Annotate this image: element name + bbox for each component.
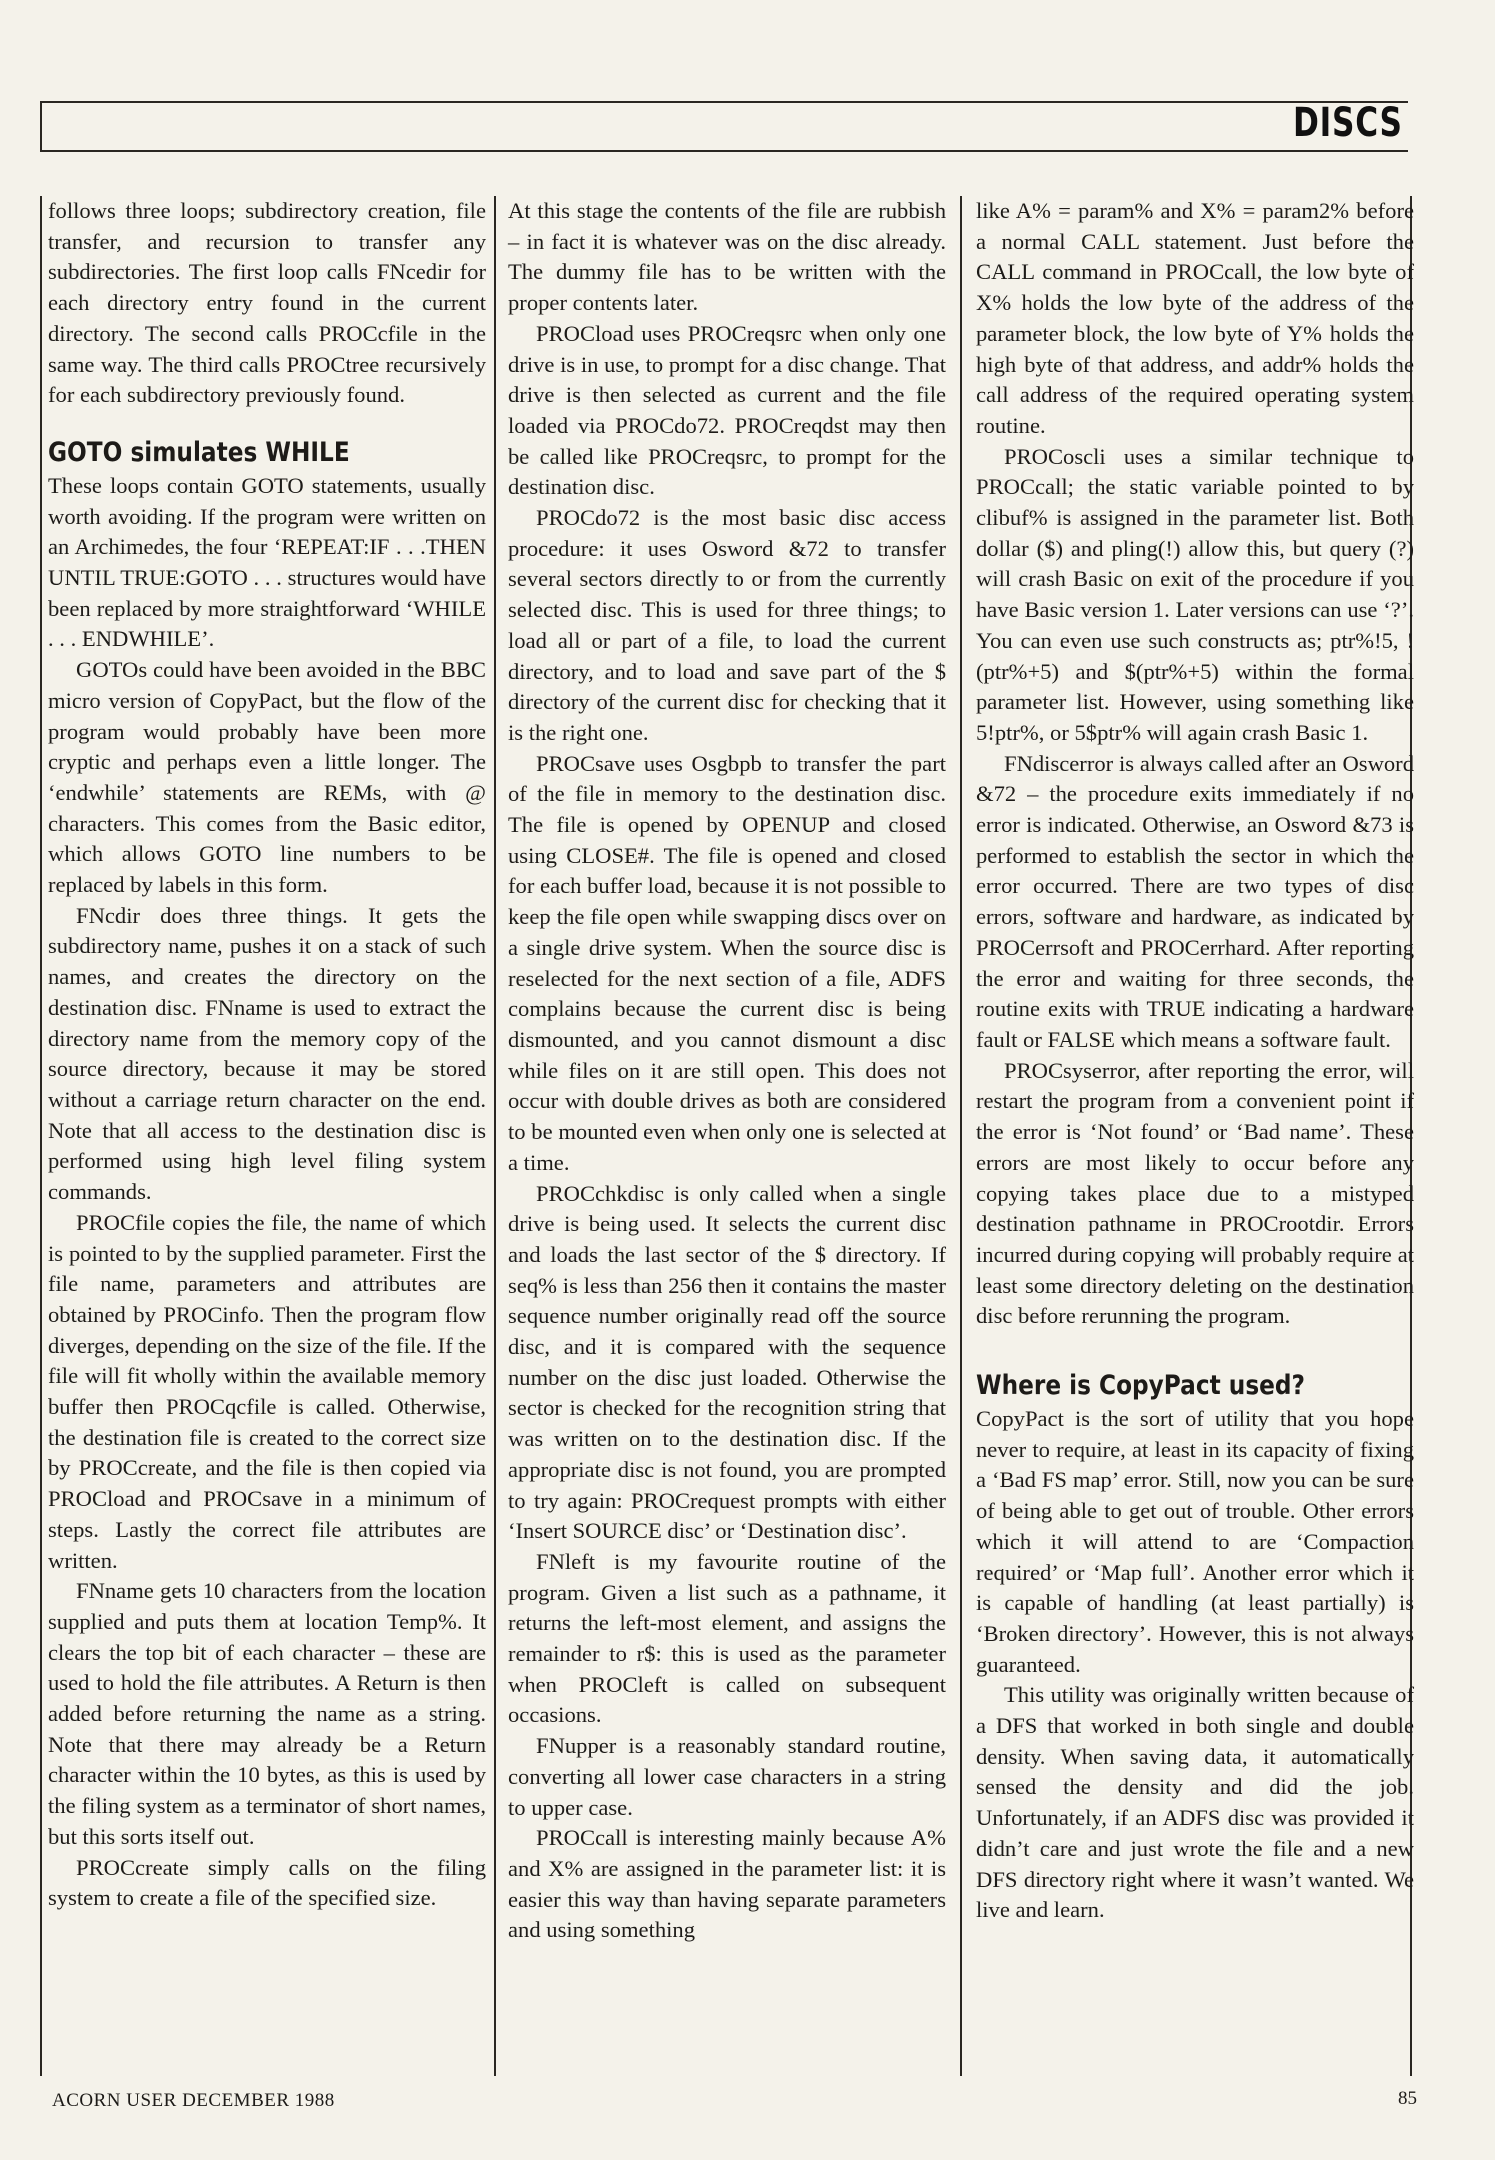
subheading: GOTO simulates WHILE [48, 436, 350, 468]
paragraph: FNname gets 10 characters from the location supplied and puts them at location Temp%. It clears the top bit of each character – these are used to hold the file attributes. A Return is then added before returning the name as a string. Note that there may already be a Return character within the 10 bytes, as this is used by the filing system as a terminator of short names, but this sorts itself out. [48, 1578, 486, 1849]
paragraph: PROCload uses PROCreqsrc when only one drive is in use, to prompt for a disc change. That drive is then selected as current and the file loaded via PROCdo72. PROCreqdst may then be called like PROCreqsrc, to prompt for the destination disc. [508, 320, 946, 500]
publication-footer: ACORN USER DECEMBER 1988 [52, 2090, 335, 2111]
paragraph: PROCsave uses Osgbpb to transfer the part of the file in memory to the destination disc. The file is opened by OPENUP and closed using CLOSE#. The file is opened and closed for each buffer load, because it is not possible to keep the file open while swapping discs over on a single drive system. When the source disc is reselected for the next section of a file, ADFS complains because the current disc is being dismounted, and you cannot dismount a disc while files on it are still open. This does not occur with double drives as both are considered to be mounted even when only one is selected at a time. [508, 750, 946, 1175]
paragraph: FNupper is a reasonably standard routine, converting all lower case characters in a string to upper case. [508, 1733, 946, 1820]
column-3 [976, 196, 1414, 2066]
paragraph: like A% = param% and X% = param2% before a normal CALL statement. Just before the CALL command in PROCcall, the low byte of X% holds the low byte of the address of the parameter block, the low byte of Y% holds the high byte of that address, and addr% holds the call address of the required operating system routine. [976, 198, 1414, 438]
paragraph: FNcdir does three things. It gets the subdirectory name, pushes it on a stack of such names, and creates the directory on the destination disc. FNname is used to extract the directory name from the memory copy of the source directory, because it may be stored without a carriage return character on the end. Note that all access to the destination disc is performed using high level filing system commands. [48, 902, 486, 1205]
subheading: Where is CopyPact used? [976, 1370, 1306, 1402]
paragraph: At this stage the contents of the file are rubbish – in fact it is whatever was on the disc already. The dummy file has to be written with the proper contents later. [508, 198, 946, 316]
paragraph: FNdiscerror is always called after an Osword &72 – the procedure exits immediately if no error is indicated. Otherwise, an Osword &73 is performed to establish the sector in which the error occurred. There are two types of disc errors, software and hardware, as indicated by PROCerrsoft and PROCerrhard. After reporting the error and waiting for three seconds, the routine exits with TRUE indicating a hardware fault or FALSE which means a software fault. [976, 750, 1414, 1052]
paragraph: PROCdo72 is the most basic disc access procedure: it uses Osword &72 to transfer several sectors directly to or from the currently selected disc. This is used for three things; to load all or part of a file, to load the current directory, and to load and save part of the $ directory of the current disc for checking that it is the right one. [508, 505, 946, 745]
header-left-bar [40, 101, 42, 152]
paragraph: PROCoscli uses a similar technique to PROCcall; the static variable pointed to by clibuf% is assigned in the parameter list. Both dollar ($) and pling(!) allow this, but query (?) will crash Basic on exit of the procedure if you have Basic version 1. Later versions can use ‘?’. You can even use such constructs as; ptr%!5, !(ptr%+5) and $(ptr%+5) within the formal parameter list. However, using something like 5!ptr%, or 5$ptr% will again crash Basic 1. [976, 443, 1414, 745]
column-2 [508, 196, 946, 2066]
paragraph: This utility was originally written because of a DFS that worked in both single and double density. When saving data, it automatically sensed the density and did the job. Unfortunately, if an ADFS disc was provided it didn’t care and just wrote the file and a new DFS directory right where it wasn’t wanted. We live and learn. [976, 1682, 1414, 1923]
column-rule [40, 196, 42, 2076]
paragraph: PROCfile copies the file, the name of which is pointed to by the supplied parameter. First the file name, parameters and attributes are obtained by PROCinfo. Then the program flow diverges, depending on the size of the file. If the file will fit wholly within the available memory buffer then PROCqcfile is called. Otherwise, the destination file is created to the correct size by PROCcreate, and the file is then copied via PROCload and PROCsave in a minimum of steps. Lastly the correct file attributes are written. [48, 1209, 486, 1573]
paragraph: follows three loops; subdirectory creation, file transfer, and recursion to transfer any subdirectories. The first loop calls FNcedir for each directory entry found in the current directory. The second calls PROCcfile in the same way. The third calls PROCtree recursively for each subdirectory previously found. [48, 198, 486, 408]
column-1 [48, 196, 486, 2066]
page-number: 85 [1398, 2088, 1417, 2109]
paragraph: These loops contain GOTO statements, usually worth avoiding. If the program were written on an Archimedes, the four ‘REPEAT:IF . . .THEN UNTIL TRUE:GOTO . . . structures would have been replaced by more straightforward ‘WHILE . . . ENDWHILE’. [48, 472, 486, 652]
paragraph: PROCcall is interesting mainly because A% and X% are assigned in the parameter list: it is easier this way than having separate parameters and using something [508, 1825, 946, 1943]
paragraph: PROCsyserror, after reporting the error, will restart the program from a convenient point if the error is ‘Not found’ or ‘Bad name’. These errors are most likely to occur before any copying takes place due to a mistyped destination pathname in PROCrootdir. Errors incurred during copying will probably require at least some directory deleting on the destination disc before rerunning the program. [976, 1057, 1414, 1329]
paragraph: CopyPact is the sort of utility that you hope never to require, at least in its capacity of fixing a ‘Bad FS map’ error. Still, now you can be sure of being able to get out of trouble. Other errors which it will attend to are ‘Compaction required’ or ‘Map full’. Another error which it is capable of handling (at least partially) is ‘Broken directory’. However, this is not always guaranteed. [976, 1406, 1414, 1677]
paragraph: PROCchkdisc is only called when a single drive is being used. It selects the current disc and loads the last sector of the $ directory. If seq% is less than 256 then it contains the master sequence number originally read off the source disc, and it is compared with the sequence number on the disc just loaded. Otherwise the sector is checked for the recognition string that was written on to the destination disc. If the appropriate disc is not found, you are prompted to try again: PROCrequest prompts with either ‘Insert SOURCE disc’ or ‘Destination disc’. [508, 1180, 946, 1544]
column-rule [494, 196, 496, 2076]
paragraph: PROCcreate simply calls on the filing system to create a file of the specified size. [48, 1854, 486, 1911]
column-rule [960, 196, 962, 2076]
paragraph: FNleft is my favourite routine of the program. Given a list such as a pathname, it returns the left-most element, and assigns the remainder to r$: this is used as the parameter when PROCleft is called on subsequent occasions. [508, 1548, 946, 1728]
article-body [48, 196, 1413, 2066]
header-rule-bottom [40, 150, 1408, 152]
paragraph: GOTOs could have been avoided in the BBC micro version of CopyPact, but the flow of the program would probably have been more cryptic and perhaps even a little longer. The ‘endwhile’ statements are REMs, with @ characters. This comes from the Basic editor, which allows GOTO line numbers to be replaced by labels in this form. [48, 657, 486, 898]
header-rule [40, 101, 1408, 103]
section-tag: DISCS [1293, 100, 1403, 146]
